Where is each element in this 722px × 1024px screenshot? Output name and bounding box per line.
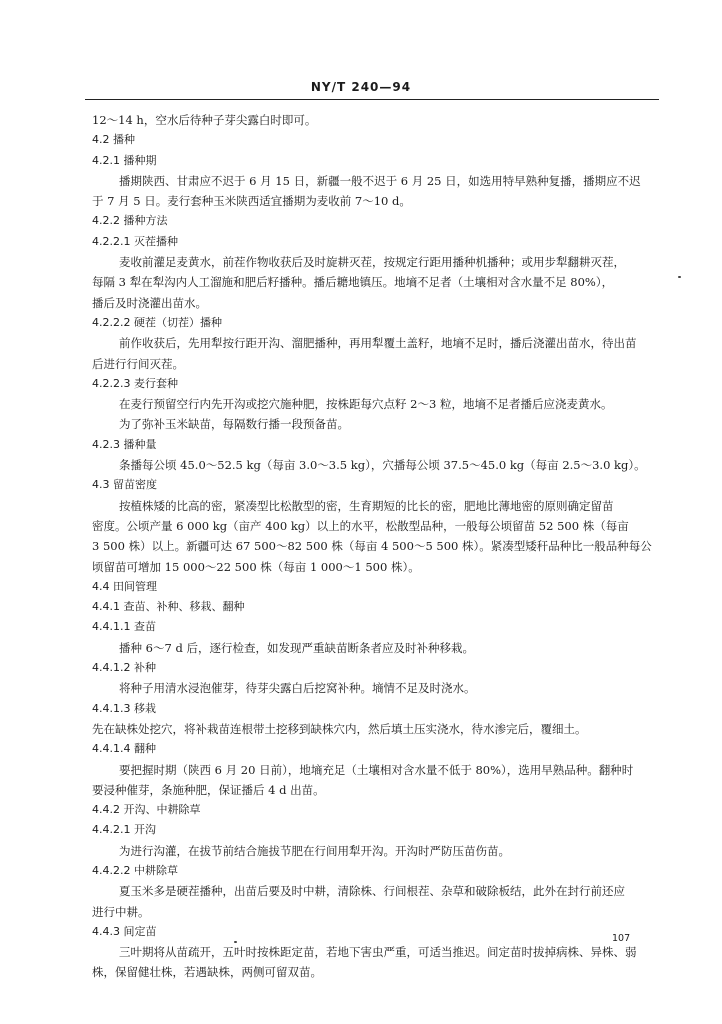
paragraph-line: 先在缺株处挖穴，将补栽苗连根带土挖移到缺株穴内，然后填土压实浇水，待水渗完后，覆细土。: [92, 721, 587, 736]
paragraph-line: 夏玉米多是硬茬播种，出苗后要及时中耕，清除株、行间根茬、杂草和破除板结，此外在封行前还应: [119, 884, 625, 899]
section-heading: 4.2.2 播种方法: [92, 214, 168, 228]
paragraph-line: 密度。公顷产量 6 000 kg（亩产 400 kg）以上的水平，松散型品种，一般每公顷留苗 52 500 株（每亩: [92, 518, 629, 533]
paragraph-line: 将种子用清水浸泡催芽，待芽尖露白后挖窝补种。墒情不足及时浇水。: [119, 681, 476, 696]
section-heading: 4.4.1.4 翻种: [92, 742, 156, 756]
paragraph-line: 为进行沟灌，在拔节前结合施拔节肥在行间用犁开沟。开沟时严防压苗伤苗。: [119, 843, 510, 858]
paragraph-line: 于 7 月 5 日。麦行套种玉米陕西适宜播期为麦收前 7～10 d。: [92, 194, 411, 209]
paragraph-line: 12～14 h，空水后待种子芽尖露白时即可。: [92, 113, 317, 127]
paragraph-line: 为了弥补玉米缺苗，每隔数行播一段预备苗。: [119, 417, 349, 432]
paragraph-line: 进行中耕。: [92, 904, 150, 919]
paragraph-line: 要把握时期（陕西 6 月 20 日前），地墒充足（土壤相对含水量不低于 80%），选用早熟品种。翻种时: [119, 762, 634, 777]
paragraph-line: 株，保留健壮株，若遇缺株，两侧可留双苗。: [92, 965, 322, 980]
section-heading: 4.2.2.2 硬茬（切茬）播种: [92, 315, 222, 329]
paragraph-line: 3 500 株）以上。新疆可达 67 500～82 500 株（每亩 4 500～5 500 株）。紧凑型矮秆品种比一般品种每公: [92, 539, 652, 554]
paragraph-line: 播期陕西、甘肃应不迟于 6 月 15 日，新疆一般不迟于 6 月 25 日，如选用特早熟种复播，播期应不迟: [119, 173, 641, 188]
paragraph-line: 播种 6～7 d 后，逐行检查，如发现严重缺苗断条者应及时补种移栽。: [119, 640, 474, 655]
section-heading: 4.2 播种: [92, 133, 135, 147]
section-heading: 4.4.1 查苗、补种、移栽、翻种: [92, 600, 245, 614]
standard-code-header: NY/T 240—94: [310, 80, 412, 94]
paragraph-line: 每隔 3 犁在犁沟内人工溜施和肥后籽播种。播后耱地镇压。地墒不足者（土壤相对含水量不足 80%），: [92, 275, 614, 290]
paragraph-line: 后进行行间灭茬。: [92, 356, 184, 371]
section-heading: 4.4.2.2 中耕除草: [92, 863, 178, 877]
section-heading: 4.4.2 开沟、中耕除草: [92, 803, 201, 817]
scan-speck: [678, 276, 681, 278]
scan-speck: [234, 941, 237, 943]
section-heading: 4.4.2.1 开沟: [92, 823, 156, 837]
section-heading: 4.4.1.1 查苗: [92, 620, 156, 634]
section-heading: 4.2.3 播种量: [92, 437, 157, 451]
paragraph-line: 要浸种催芽，条施种肥，保证播后 4 d 出苗。: [92, 782, 325, 797]
section-heading: 4.2.2.3 麦行套种: [92, 376, 178, 390]
section-heading: 4.4.3 间定苗: [92, 924, 157, 938]
paragraph-line: 麦收前灌足麦黄水，前茬作物收获后及时旋耕灭茬，按规定行距用播种机播种；或用步犁翻耕灭茬，: [119, 255, 625, 270]
body-text: [92, 110, 658, 983]
section-heading: 4.3 留苗密度: [92, 478, 157, 492]
paragraph-line: 条播每公顷 45.0～52.5 kg（每亩 3.0～3.5 kg），穴播每公顷 37.5～45.0 kg（每亩 2.5～3.0 kg）。: [119, 458, 646, 473]
section-heading: 4.4 田间管理: [92, 579, 157, 593]
paragraph-line: 顷留苗可增加 15 000～22 500 株（每亩 1 000～1 500 株）。: [92, 559, 420, 574]
section-heading: 4.4.1.3 移栽: [92, 701, 156, 715]
paragraph-line: 在麦行预留空行内先开沟或挖穴施种肥，按株距每穴点籽 2～3 粒，地墒不足者播后应浇麦黄水。: [119, 397, 613, 412]
section-heading: 4.2.1 播种期: [92, 153, 157, 167]
paragraph-line: 前作收获后，先用犁按行距开沟、溜肥播种，再用犁覆土盖籽，地墒不足时，播后浇灌出苗水，待出苗: [119, 336, 637, 351]
paragraph-line: 播后及时浇灌出苗水。: [92, 295, 207, 310]
paragraph-line: 三叶期将从苗疏开，五叶时按株距定苗，若地下害虫严重，可适当推迟。间定苗时拔掉病株、异株、弱: [119, 945, 637, 960]
section-heading: 4.4.1.2 补种: [92, 661, 156, 675]
section-heading: 4.2.2.1 灭茬播种: [92, 234, 178, 248]
header-rule: [85, 99, 659, 100]
paragraph-line: 按植株矮的比高的密，紧凑型比松散型的密，生育期短的比长的密，肥地比薄地密的原则确定留苗: [119, 498, 614, 513]
page-number: 107: [612, 933, 631, 944]
